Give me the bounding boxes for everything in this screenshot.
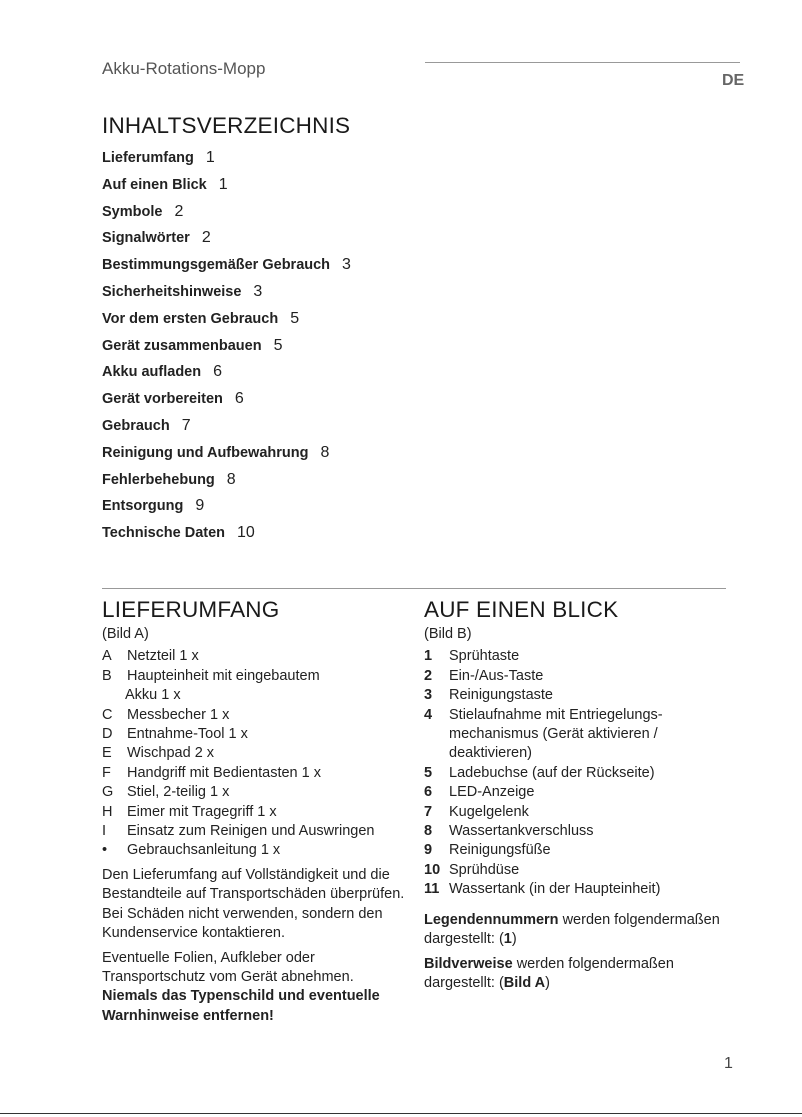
lieferumfang-section	[102, 597, 407, 1026]
list-item	[424, 861, 729, 880]
item-key: 2	[424, 667, 433, 684]
parts-list	[424, 647, 729, 899]
page-edge	[0, 1113, 802, 1114]
list-item	[424, 783, 729, 802]
item-text: Netzteil 1 x	[127, 648, 199, 665]
toc-label: Bestimmungsgemäßer Gebrauch	[102, 257, 331, 274]
toc-page: 5	[290, 309, 300, 327]
toc-label: Fehlerbehebung	[102, 471, 215, 488]
item-text: Entnahme-Tool 1 x	[127, 726, 248, 743]
toc-page: 5	[273, 336, 283, 354]
toc-label: Lieferumfang	[102, 150, 194, 166]
toc-entry[interactable]	[102, 228, 351, 255]
item-text: Stiel, 2-teilig 1 x	[127, 784, 230, 801]
header-divider	[425, 62, 740, 63]
item-text: Stielaufnahme mit Entriegelungsmechanismus (Gerät aktivieren / deaktivieren)	[449, 706, 663, 762]
list-item	[102, 822, 407, 841]
toc-label: Gerät zusammenbauen	[102, 337, 262, 354]
toc-label: Sicherheitshinweise	[102, 283, 242, 300]
contents-list	[102, 647, 407, 860]
item-key: 4	[424, 706, 433, 723]
item-text: Eimer mit Tragegriff 1 x	[127, 803, 277, 820]
language-tag: DE	[722, 72, 745, 89]
toc-label: Symbole	[102, 203, 163, 220]
item-key: G	[102, 784, 114, 801]
list-item	[424, 706, 729, 764]
toc-page: 1	[218, 175, 228, 193]
list-item	[424, 667, 729, 686]
toc-label: Reinigung und Aufbewahrung	[102, 444, 309, 461]
toc-page: 2	[201, 229, 211, 247]
item-key: E	[102, 745, 112, 762]
paragraph: Eventuelle Folien, Aufkleber oder Transportschutz vom Gerät abnehmen.	[102, 949, 354, 985]
toc-label: Akku aufladen	[102, 364, 202, 381]
item-text: Handgriff mit Bedientasten 1 x	[127, 764, 321, 781]
item-text: Reinigungstaste	[449, 687, 553, 704]
item-text: Ladebuchse (auf der Rückseite)	[449, 764, 655, 781]
item-key: C	[102, 706, 113, 723]
toc-page: 3	[253, 282, 263, 300]
item-key: 7	[424, 803, 433, 820]
list-item	[424, 764, 729, 783]
toc-label: Signalwörter	[102, 230, 190, 247]
item-key: 11	[424, 881, 440, 898]
item-text: Messbecher 1 x	[127, 706, 230, 723]
toc-label: Auf einen Blick	[102, 176, 207, 193]
item-text: Haupteinheit mit eingebautem	[127, 667, 320, 684]
toc-page: 8	[320, 443, 330, 461]
toc-page: 8	[226, 470, 236, 488]
list-item	[424, 686, 729, 705]
item-key: 8	[424, 823, 433, 840]
item-text: Sprühtaste	[449, 648, 520, 665]
item-key: 1	[424, 648, 433, 665]
paragraph: Den Lieferumfang auf Vollständigkeit und die Bestandteile auf Transportschäden überprüfen. Bei Schäden nicht verwenden, sondern den Kundenservice kontaktieren.	[102, 866, 405, 942]
toc-page: 1	[205, 149, 215, 166]
table-of-contents	[102, 148, 351, 550]
item-text: Kugelgelenk	[449, 803, 529, 820]
toc-entry[interactable]	[102, 175, 351, 202]
figure-reference: (Bild B)	[424, 626, 472, 642]
item-key: 9	[424, 842, 433, 859]
toc-label: Technische Daten	[102, 525, 226, 542]
item-text: Ein-/Aus-Taste	[449, 667, 544, 684]
toc-page: 2	[174, 202, 184, 220]
toc-entry[interactable]	[102, 443, 351, 470]
page-number: 1	[724, 1055, 733, 1072]
figure-reference: (Bild A)	[102, 626, 149, 642]
toc-entry[interactable]	[102, 362, 351, 389]
toc-page: 6	[234, 390, 244, 408]
toc-label: Entsorgung	[102, 498, 184, 515]
list-item	[424, 647, 729, 666]
toc-label: Gebrauch	[102, 417, 170, 434]
list-item	[102, 841, 407, 860]
item-key: D	[102, 726, 113, 743]
section-title: AUF EINEN BLICK	[424, 597, 619, 622]
toc-entry[interactable]	[102, 255, 351, 282]
item-text: Einsatz zum Reinigen und Auswringen	[127, 823, 375, 840]
section-divider	[102, 588, 726, 589]
toc-page: 6	[213, 363, 223, 381]
toc-label: Vor dem ersten Gebrauch	[102, 310, 279, 327]
toc-title: INHALTSVERZEICHNIS	[102, 113, 351, 138]
item-continuation: Akku 1 x	[125, 687, 181, 704]
toc-entry[interactable]	[102, 389, 351, 416]
item-key: •	[102, 842, 108, 859]
toc-entry[interactable]	[102, 202, 351, 229]
auf-einen-blick-section	[424, 597, 729, 993]
toc-entry[interactable]	[102, 282, 351, 309]
item-text: Wassertank (in der Haupteinheit)	[449, 881, 661, 898]
list-item	[102, 667, 407, 686]
toc-entry[interactable]	[102, 309, 351, 336]
item-text: Sprühdüse	[449, 861, 520, 878]
item-text: LED-Anzeige	[449, 784, 535, 801]
list-item	[424, 803, 729, 822]
toc-entry[interactable]	[102, 336, 351, 363]
toc-page: 10	[237, 524, 255, 542]
list-item	[102, 783, 407, 802]
item-key: A	[102, 648, 112, 665]
item-key: F	[102, 764, 111, 781]
toc-page: 3	[342, 256, 351, 274]
item-key: 3	[424, 687, 433, 704]
list-item	[102, 706, 407, 725]
toc-entry[interactable]	[102, 416, 351, 443]
toc-page: 9	[195, 497, 205, 515]
toc-label: Gerät vorbereiten	[102, 391, 223, 408]
item-text: Wischpad 2 x	[127, 745, 215, 762]
item-key: H	[102, 803, 113, 820]
list-item	[102, 764, 407, 783]
item-key: 5	[424, 764, 433, 781]
list-item	[102, 803, 407, 822]
toc-entry[interactable]	[102, 496, 351, 523]
section-title: LIEFERUMFANG	[102, 597, 280, 622]
item-key: I	[102, 823, 107, 840]
list-item	[424, 880, 729, 899]
figure-note: Bildverweise werden folgendermaßen dargestellt: (Bild A)	[424, 955, 674, 991]
running-title: Akku-Rotations-Mopp	[102, 59, 266, 78]
list-item	[102, 647, 407, 666]
legend-note: Legendennummern werden folgendermaßen dargestellt: (1)	[424, 911, 720, 948]
toc-entry[interactable]	[102, 523, 351, 550]
item-text: Reinigungsfüße	[449, 842, 551, 859]
item-key: B	[102, 667, 112, 684]
warning-text: Niemals das Typenschild und eventuelle Warnhinweise entfernen!	[102, 988, 380, 1024]
item-text: Gebrauchsanleitung 1 x	[127, 842, 281, 859]
list-item	[424, 822, 729, 841]
list-item	[102, 744, 407, 763]
item-key: 6	[424, 784, 433, 801]
item-key: 10	[424, 861, 441, 878]
item-text: Wassertankverschluss	[449, 823, 594, 840]
toc-entry[interactable]	[102, 148, 351, 175]
toc-entry[interactable]	[102, 470, 351, 497]
list-item	[424, 841, 729, 860]
toc-page: 7	[181, 416, 191, 434]
list-item	[102, 725, 407, 744]
